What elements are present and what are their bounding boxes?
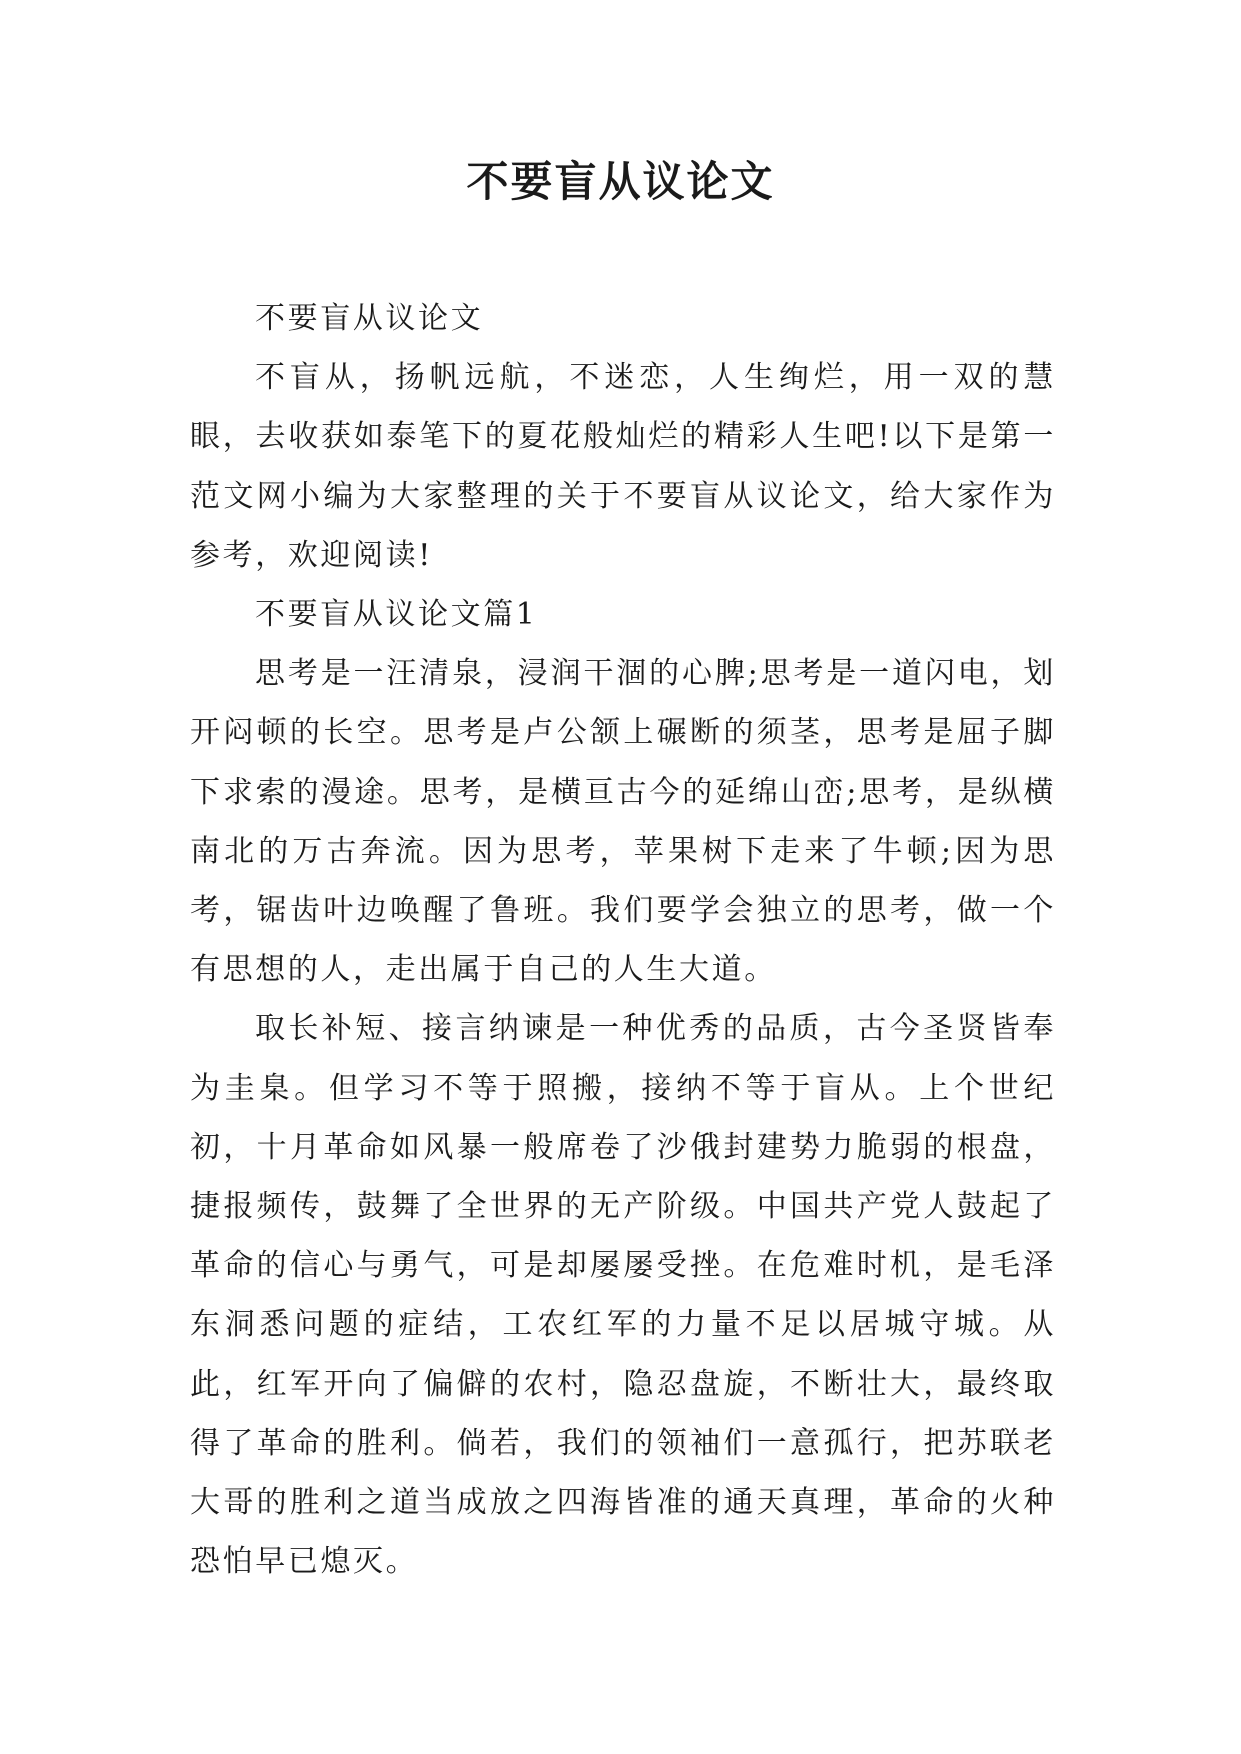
intro-paragraph: 不盲从，扬帆远航，不迷恋，人生绚烂，用一双的慧眼，去收获如泰笔下的夏花般灿烂的精彩人生吧!以下是第一范文网小编为大家整理的关于不要盲从议论文，给大家作为参考，欢迎阅读!	[190, 360, 1056, 573]
document-body	[190, 289, 1056, 1591]
subtitle-paragraph: 不要盲从议论文	[255, 301, 484, 336]
document-title: 不要盲从议论文	[466, 157, 775, 206]
body-paragraph: 思考是一汪清泉，浸润干涸的心脾;思考是一道闪电，划开闷顿的长空。思考是卢公颔上碾断的须茎，思考是屈子脚下求索的漫途。思考，是横亘古今的延绵山峦;思考，是纵横南北的万古奔流。因为思考，苹果树下走来了牛顿;因为思考，锯齿叶边唤醒了鲁班。我们要学会独立的思考，做一个有思想的人，走出属于自己的人生大道。	[190, 656, 1056, 988]
section-heading: 不要盲从议论文篇1	[255, 597, 538, 633]
body-paragraph: 取长补短、接言纳谏是一种优秀的品质，古今圣贤皆奉为圭臬。但学习不等于照搬，接纳不等于盲从。上个世纪初，十月革命如风暴一般席卷了沙俄封建势力脆弱的根盘，捷报频传，鼓舞了全世界的无产阶级。中国共产党人鼓起了革命的信心与勇气，可是却屡屡受挫。在危难时机，是毛泽东洞悉问题的症结，工农红军的力量不足以居城守城。从此，红军开向了偏僻的农村，隐忍盘旋，不断壮大，最终取得了革命的胜利。倘若，我们的领袖们一意孤行，把苏联老大哥的胜利之道当成放之四海皆准的通天真理，革命的火种恐怕早已熄灭。	[190, 1011, 1056, 1580]
